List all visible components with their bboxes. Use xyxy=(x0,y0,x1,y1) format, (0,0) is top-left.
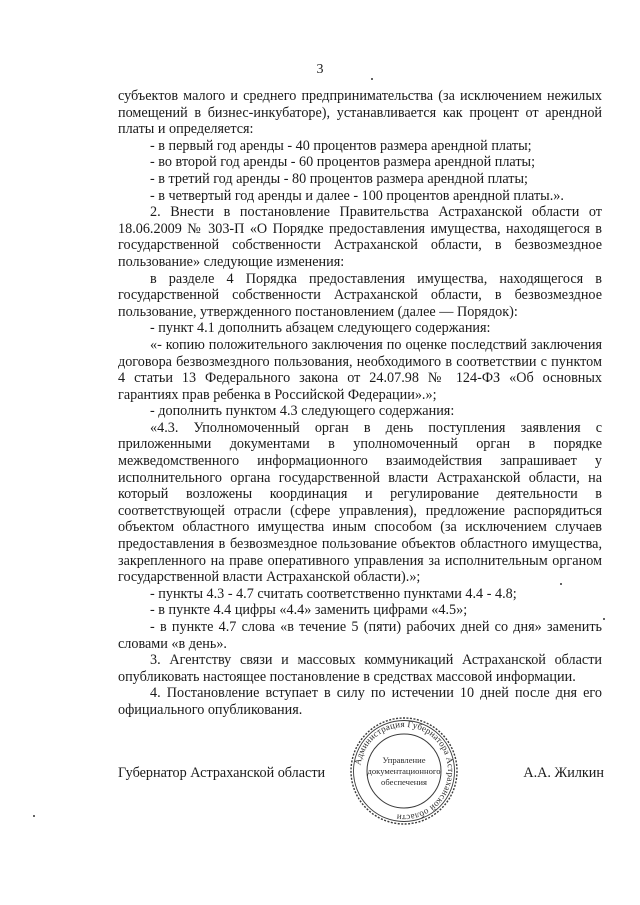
seal-inner-line: обеспечения xyxy=(381,777,427,787)
paragraph: - пункты 4.3 - 4.7 считать соответственно пунктами 4.4 - 4.8; xyxy=(150,585,517,602)
paragraph: - в пункте 4.7 слова «в течение 5 (пяти) рабочих дней со дня» заменить словами «в день». xyxy=(118,619,602,652)
paragraph: - дополнить пунктом 4.3 следующего содержания: xyxy=(150,403,455,420)
paragraph: «4.3. Уполномоченный орган в день поступления заявления с приложенными документами в уполномоченный орган в порядке межведомственного информационного взаимодействия запрашивает у исполнительного органа государственной власти Астраханской области, на который возложены координация и регулирование деятельности в соответствующей отрасли (сфере управления), предложение распорядиться объектом областного имущества иным способом (за исключением случаев предоставления в безвозмездное пользование объектов областного имущества, закрепленного на праве оперативного управления за исполнительным органом государственной власти Астраханской области).»; xyxy=(118,419,602,586)
paragraph: субъектов малого и среднего предпринимательства (за исключением нежилых помещений в бизнес-инкубаторе), устанавливается как процент от арендной платы и определяется: xyxy=(118,88,602,138)
paragraph: в разделе 4 Порядка предоставления имущества, находящегося в государственной собственности Астраханской области, в безвозмездное пользование, утвержденного постановлением (далее — Порядок): xyxy=(118,270,602,320)
scan-speck xyxy=(371,78,373,80)
paragraph: 2. Внести в постановление Правительства Астраханской области от 18.06.2009 № 303-П «О Порядке предоставления имущества, находящегося в государственной собственности Астраханской области, в безвозмездное пользование» следующие изменения: xyxy=(118,204,602,270)
seal-inner-line: документационного xyxy=(367,766,441,776)
signatory-position: Губернатор Астраханской области xyxy=(118,765,326,781)
signatory-name: А.А. Жилкин xyxy=(523,765,604,781)
seal-inner-line: Управление xyxy=(382,755,426,765)
page-number: 3 xyxy=(316,62,324,77)
paragraph: - в третий год аренды - 80 процентов размера арендной платы; xyxy=(150,170,528,187)
document-body xyxy=(118,88,602,719)
paragraph: - в первый год аренды - 40 процентов размера арендной платы; xyxy=(150,137,532,154)
paragraph: - в пункте 4.4 цифры «4.4» заменить цифрами «4.5»; xyxy=(150,602,468,619)
official-seal xyxy=(348,715,460,827)
scan-speck xyxy=(33,815,35,817)
paragraph: - в четвертый год аренды и далее - 100 процентов арендной платы.». xyxy=(150,187,564,204)
scan-speck xyxy=(603,618,605,620)
scan-speck xyxy=(560,583,562,585)
paragraph: - пункт 4.1 дополнить абзацем следующего содержания: xyxy=(150,320,491,337)
paragraph: - во второй год аренды - 60 процентов размера арендной платы; xyxy=(150,154,536,171)
seal-outer-text: Администрация Губернатора Астраханской области xyxy=(352,718,457,824)
paragraph: 3. Агентству связи и массовых коммуникаций Астраханской области опубликовать настоящее постановление в средствах массовой информации. xyxy=(118,652,602,685)
paragraph: 4. Постановление вступает в силу по истечении 10 дней после дня его официального опубликования. xyxy=(118,685,602,718)
paragraph: «- копию положительного заключения по оценке последствий заключения договора безвозмездного пользования, необходимого в соответствии с пунктом 4 статьи 13 Федерального закона от 24.07.98 № 124-ФЗ «Об основных гарантиях прав ребенка в Российской Федерации».»; xyxy=(118,336,602,403)
